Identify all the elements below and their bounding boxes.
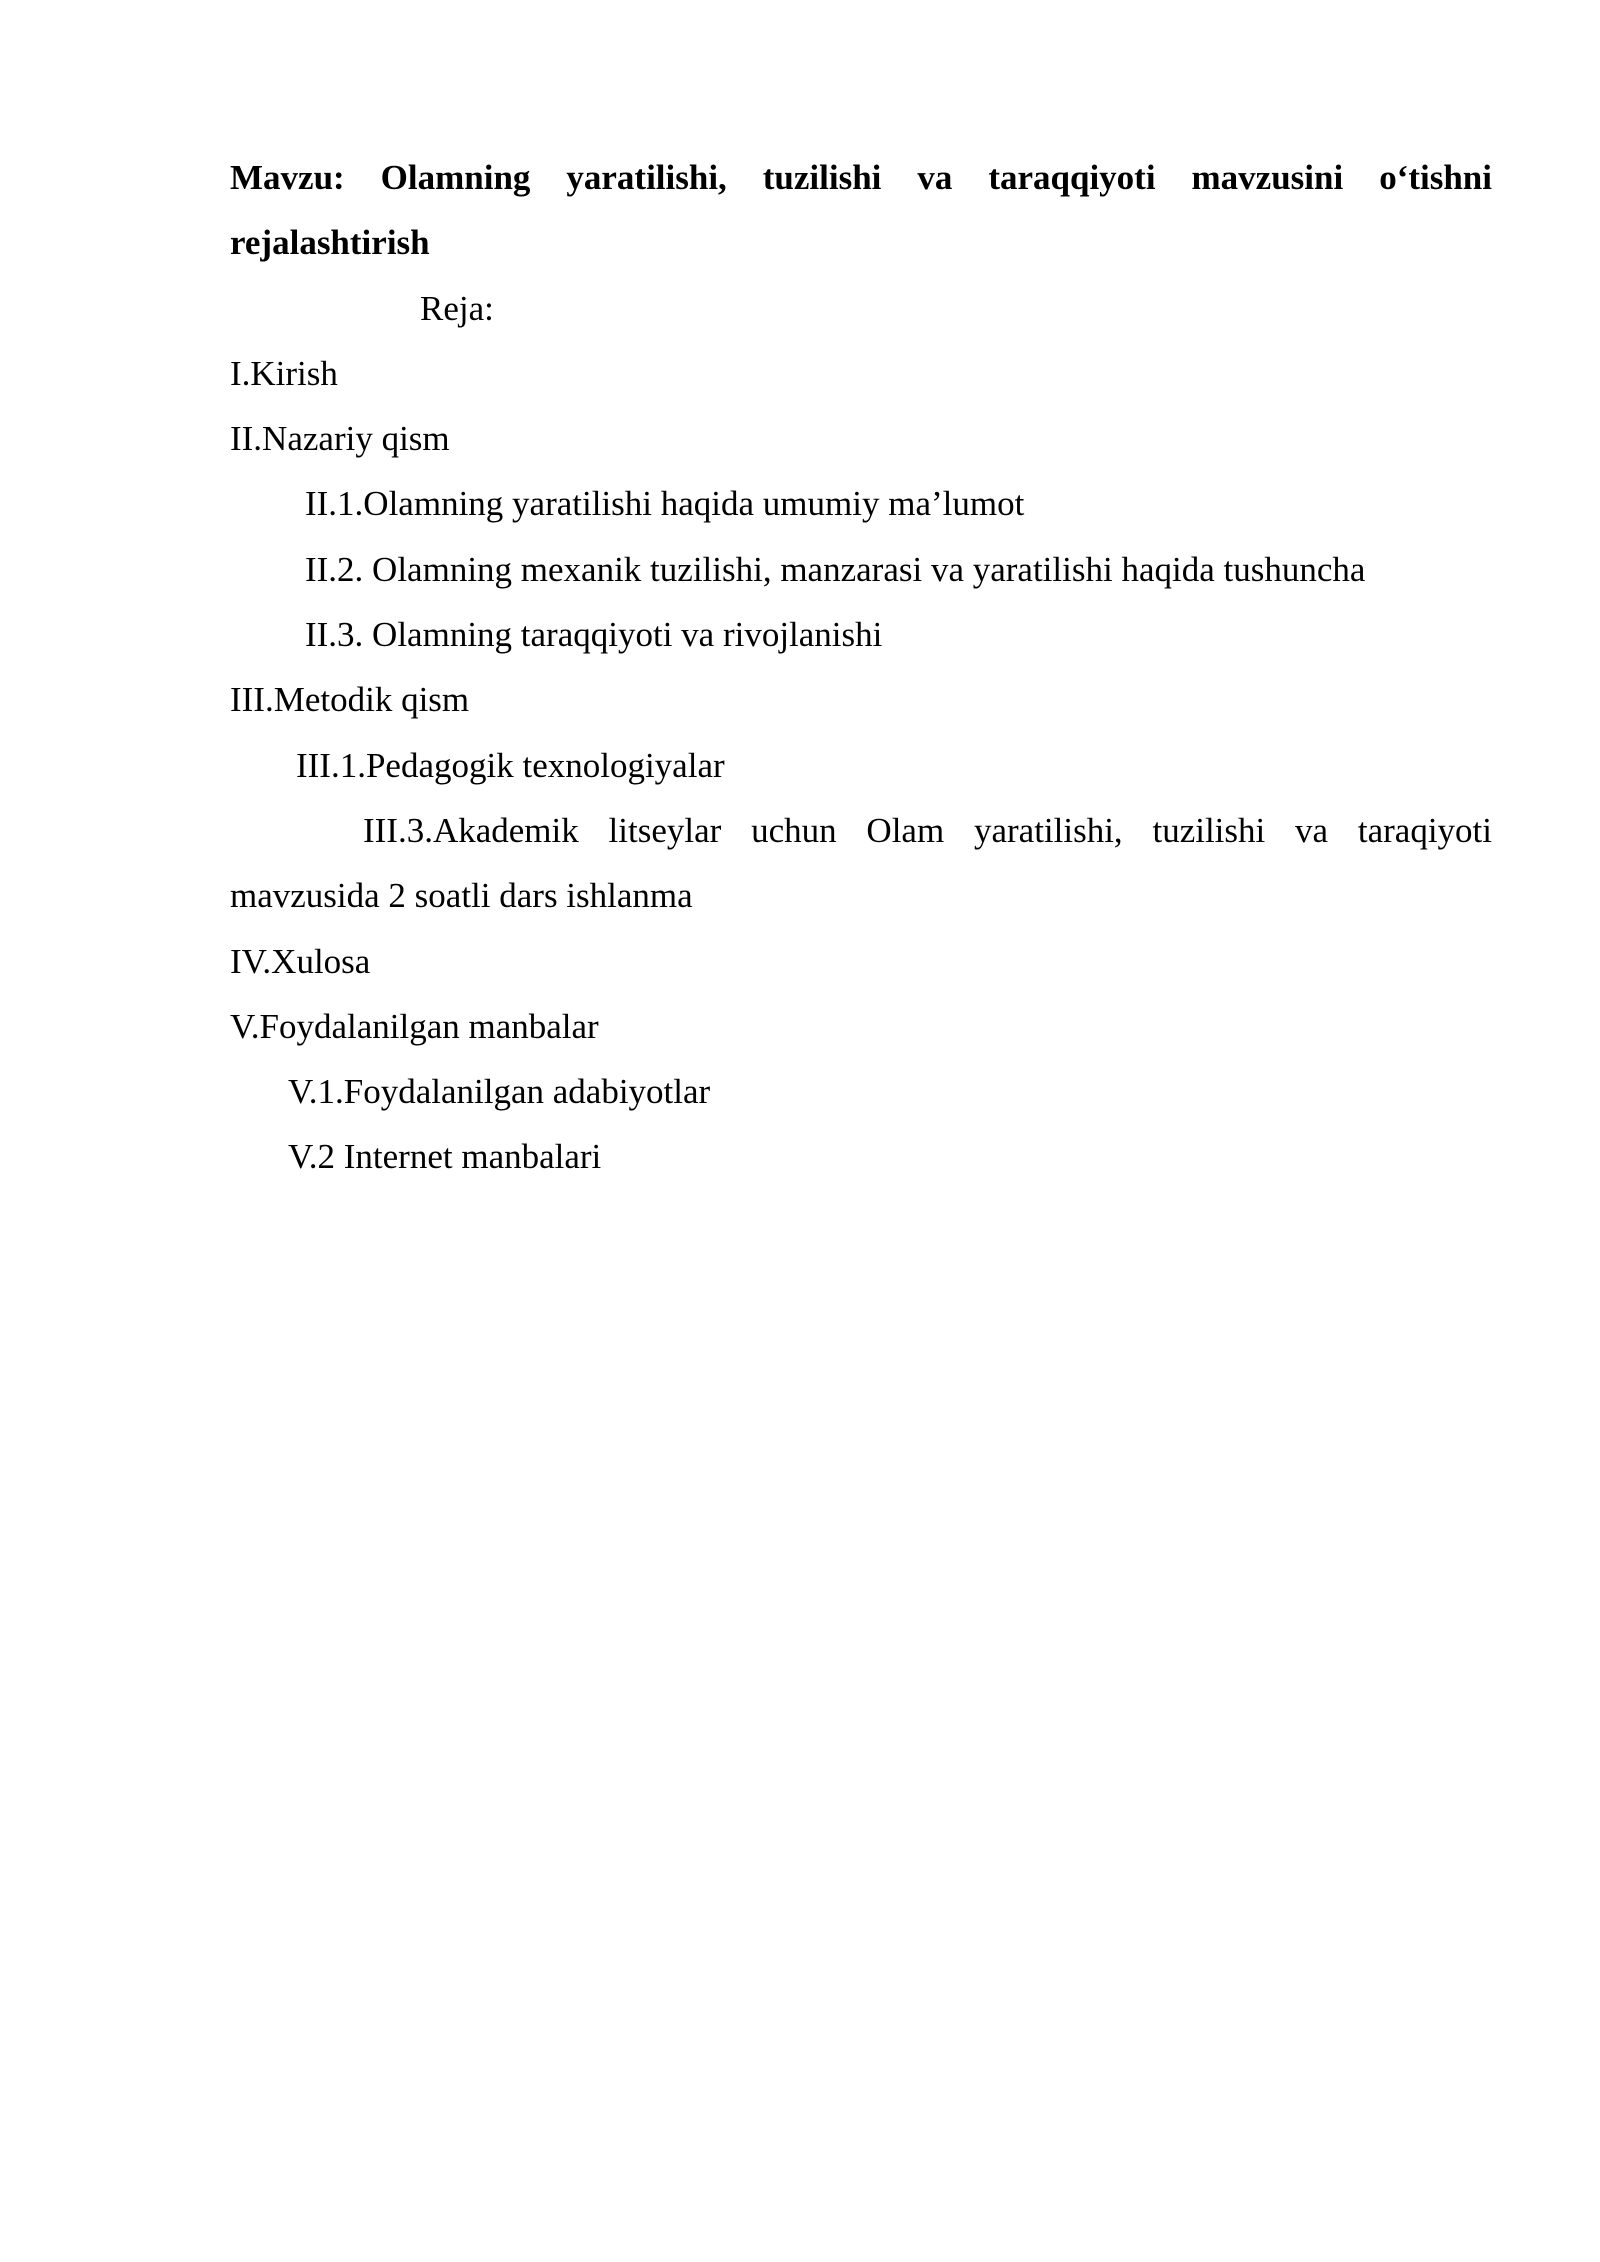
outline-item-v-1: V.1.Foydalanilgan adabiyotlar [288,1072,711,1112]
document-body [230,145,1492,1190]
outline-item-v-2: V.2 Internet manbalari [288,1137,602,1177]
document-title: Mavzu: Olamning yaratilishi, tuzilishi va taraqqiyoti mavzusini o‘tishni rejalashtirish [230,158,1492,263]
outline-item-iii: III.Metodik qism [230,680,470,720]
outline-item-ii: II.Nazariy qism [230,419,450,459]
outline-item-ii-2: II.2. Olamning mexanik tuzilishi, manzarasi va yaratilishi haqida tushuncha [305,549,1366,589]
outline-item-ii-3: II.3. Olamning taraqqiyoti va rivojlanishi [305,615,883,655]
outline-item-i: I.Kirish [230,353,338,393]
plan-heading: Reja: [420,288,494,328]
outline-item-v: V.Foydalanilgan manbalar [230,1006,599,1046]
outline-item-iv: IV.Xulosa [230,941,371,981]
outline-item-iii-1: III.1.Pedagogik texnologiyalar [296,745,725,785]
outline-item-ii-1: II.1.Olamning yaratilishi haqida umumiy ma’lumot [305,484,1025,524]
outline-item-iii-3: III.3.Akademik litseylar uchun Olam yaratilishi, tuzilishi va taraqiyoti mavzusida 2 soatli dars ishlanma [230,810,1492,916]
